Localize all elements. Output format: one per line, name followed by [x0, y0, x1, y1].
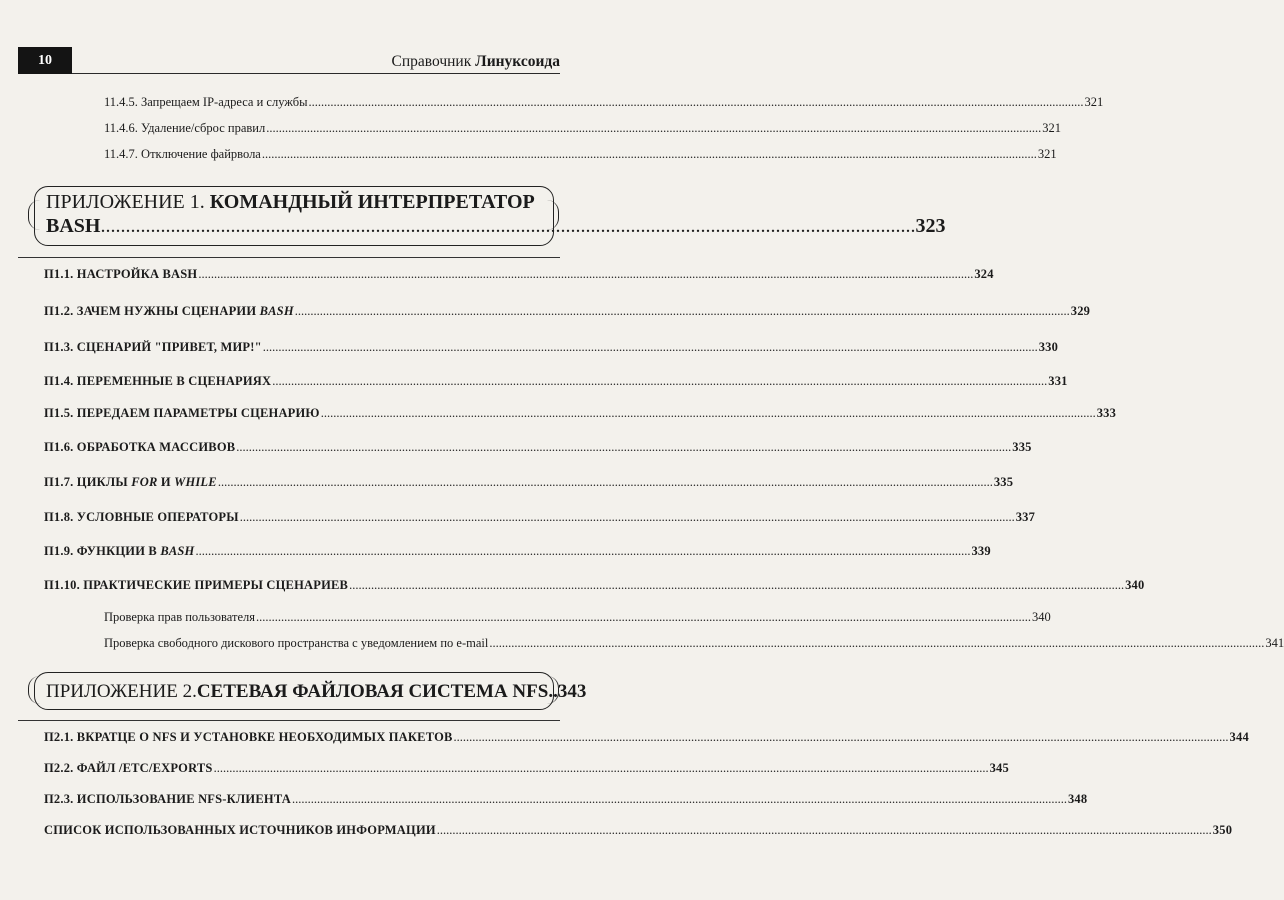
- section-rule: [18, 257, 560, 258]
- toc-entry-label: Проверка прав пользователя: [104, 610, 256, 624]
- toc-section: [44, 761, 1009, 776]
- label-italic: BASH: [259, 304, 294, 318]
- leader-dots: [272, 374, 1047, 389]
- toc-section-label: СПИСОК ИСПОЛЬЗОВАННЫХ ИСТОЧНИКОВ ИНФОРМАЦИИ: [44, 823, 436, 837]
- header-rule: [72, 73, 560, 74]
- toc-entry: [104, 610, 1051, 625]
- appendix-1-title-cont: BASH: [46, 215, 101, 237]
- leader-dots: [240, 510, 1015, 525]
- appendix-1-heading: [46, 191, 535, 214]
- toc-section-label: [44, 544, 194, 559]
- toc-section-label: П1.3. СЦЕНАРИЙ "ПРИВЕТ, МИР!": [44, 340, 262, 354]
- leader-dots: [489, 636, 1264, 651]
- page-number-badge: [18, 47, 72, 74]
- leader-dots: [262, 147, 1037, 162]
- toc-section: [44, 406, 1117, 421]
- toc-section-label: П2.3. ИСПОЛЬЗОВАНИЕ NFS-КЛИЕНТА: [44, 792, 291, 806]
- label-text: П1.9. ФУНКЦИИ В: [44, 544, 161, 558]
- label-italic: BASH: [160, 544, 195, 558]
- toc-entry-page: 321: [1084, 95, 1104, 109]
- label-text: П1.2. ЗАЧЕМ НУЖНЫ СЦЕНАРИИ: [44, 304, 260, 318]
- leader-dots: [292, 792, 1067, 807]
- toc-section-label: П2.1. ВКРАТЦЕ О NFS И УСТАНОВКЕ НЕОБХОДИМЫХ ПАКЕТОВ: [44, 730, 453, 744]
- toc-entry-page: 341: [1265, 636, 1284, 650]
- running-head-bold: Линуксоида: [475, 53, 560, 70]
- toc-section: [44, 510, 1036, 525]
- toc-section-page: 330: [1038, 340, 1059, 354]
- toc-section: [44, 475, 1014, 490]
- running-head: [392, 53, 560, 71]
- leader-dots: [263, 340, 1038, 355]
- leader-dots: [321, 406, 1096, 421]
- frame-corner-left: [28, 200, 41, 230]
- toc-section-page: 345: [989, 761, 1009, 775]
- toc-entry-page: 340: [1032, 610, 1051, 624]
- toc-section: [44, 340, 1059, 355]
- toc-section-page: 339: [971, 544, 991, 558]
- toc-section-page: 348: [1067, 792, 1088, 806]
- toc-section-label: П1.6. ОБРАБОТКА МАССИВОВ: [44, 440, 236, 454]
- label-italic: FOR: [131, 475, 158, 489]
- leader-dots: [454, 730, 1229, 745]
- leader-dots: [218, 475, 993, 490]
- toc-section-label: П1.1. НАСТРОЙКА BASH: [44, 267, 198, 281]
- toc-entry: [104, 121, 1061, 136]
- page-number: 10: [38, 53, 52, 68]
- toc-section-page: 324: [974, 267, 994, 281]
- toc-section-page: 335: [993, 475, 1014, 489]
- leader-dots: [349, 578, 1124, 593]
- leader-dots: [266, 121, 1041, 136]
- appendix-2-title: СЕТЕВАЯ ФАЙЛОВАЯ СИСТЕМА NFS: [196, 681, 549, 702]
- toc-entry: [104, 147, 1057, 162]
- toc-entry-page: 321: [1037, 147, 1057, 161]
- appendix-2-heading: [46, 681, 587, 703]
- leader-dots: [236, 440, 1011, 455]
- toc-section-page: 337: [1015, 510, 1036, 524]
- leader-dots: [214, 761, 989, 776]
- appendix-1-title: КОМАНДНЫЙ ИНТЕРПРЕТАТОР: [209, 191, 535, 213]
- toc-section: [44, 374, 1068, 389]
- toc-entry-label: 11.4.6. Удаление/сброс правил: [104, 121, 266, 135]
- toc-section-label: [44, 475, 217, 490]
- appendix-1-heading-line2: [46, 215, 946, 238]
- toc-entry-page: 321: [1042, 121, 1061, 135]
- toc-section-label: П1.4. ПЕРЕМЕННЫЕ В СЦЕНАРИЯХ: [44, 374, 272, 388]
- toc-section-page: 340: [1125, 578, 1145, 592]
- label-text: И: [157, 475, 175, 489]
- toc-section: [44, 440, 1032, 455]
- leader-dots: [100, 215, 915, 238]
- toc-section-page: 344: [1229, 730, 1249, 744]
- label-text: П1.7. ЦИКЛЫ: [44, 475, 132, 489]
- toc-entry: [104, 636, 1284, 651]
- toc-entry-label: 11.4.5. Запрещаем IP-адреса и службы: [104, 95, 308, 109]
- leader-dots: [256, 610, 1031, 625]
- toc-section-page: 329: [1070, 304, 1091, 318]
- toc-section-page: 350: [1212, 823, 1233, 837]
- toc-section-page: 335: [1012, 440, 1032, 454]
- toc-entry-label: Проверка свободного дискового пространства с уведомлением по e-mail: [104, 636, 489, 650]
- leader-dots: [309, 95, 1084, 110]
- toc-section: [44, 304, 1091, 319]
- label-italic: WHILE: [174, 475, 217, 489]
- toc-section-label: П1.10. ПРАКТИЧЕСКИЕ ПРИМЕРЫ СЦЕНАРИЕВ: [44, 578, 349, 592]
- appendix-1-prefix: ПРИЛОЖЕНИЕ 1.: [46, 191, 210, 213]
- appendix-1-page: 323: [915, 215, 946, 237]
- toc-section-label: П1.8. УСЛОВНЫЕ ОПЕРАТОРЫ: [44, 510, 239, 524]
- leader-dots: ..: [548, 681, 558, 702]
- toc-section: [44, 823, 1233, 838]
- frame-corner-left: [28, 676, 41, 704]
- section-rule: [18, 720, 560, 721]
- leader-dots: [295, 304, 1070, 319]
- toc-entry: [104, 95, 1104, 110]
- toc-section-label: П2.2. ФАЙЛ /ETC/EXPORTS: [44, 761, 213, 775]
- toc-section: [44, 544, 991, 559]
- leader-dots: [437, 823, 1212, 838]
- toc-section-label: [44, 304, 294, 319]
- leader-dots: [195, 544, 970, 559]
- toc-section-page: 331: [1048, 374, 1068, 388]
- toc-section: [44, 730, 1249, 745]
- toc-section: [44, 578, 1145, 593]
- appendix-2-page: 343: [557, 681, 587, 702]
- running-head-prefix: Справочник: [391, 53, 476, 70]
- toc-section: [44, 792, 1088, 807]
- toc-section: [44, 267, 994, 282]
- toc-section-label: П1.5. ПЕРЕДАЕМ ПАРАМЕТРЫ СЦЕНАРИЮ: [44, 406, 320, 420]
- appendix-2-prefix: ПРИЛОЖЕНИЕ 2.: [46, 681, 197, 702]
- toc-entry-label: 11.4.7. Отключение файрвола: [104, 147, 261, 161]
- toc-section-page: 333: [1096, 406, 1117, 420]
- leader-dots: [198, 267, 973, 282]
